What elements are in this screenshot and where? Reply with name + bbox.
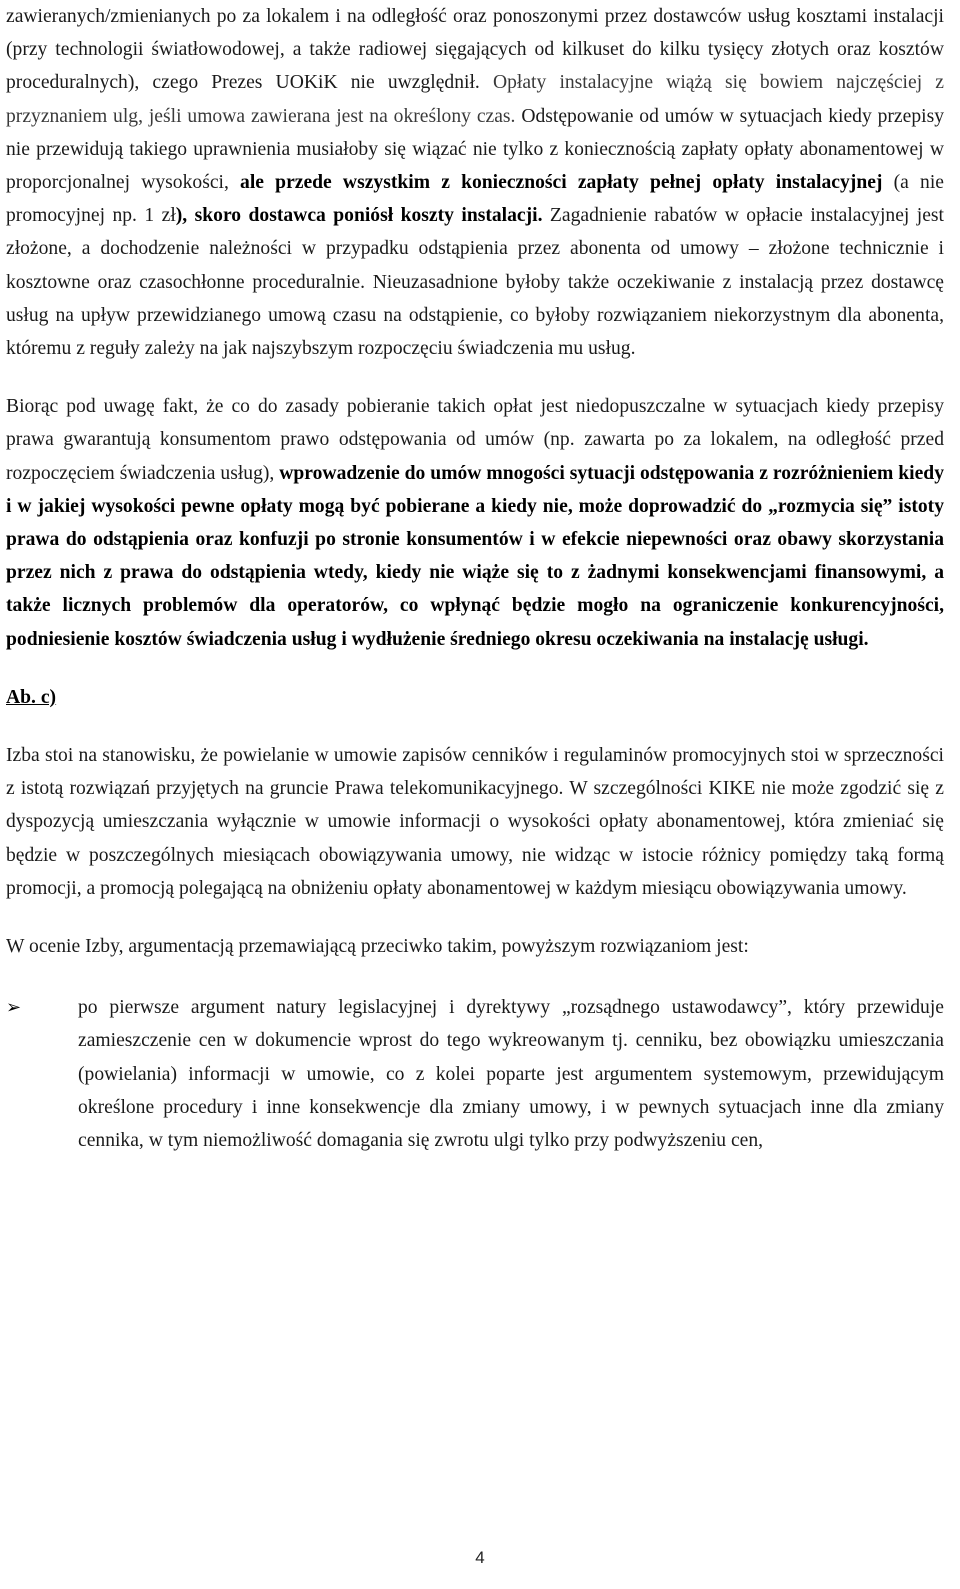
text-segment: Odstępowanie od umów w sytuacjach kiedy przepisy nie przewidują takiego uprawnienia musiałoby się wiązać nie tylko z koniecznością zapłaty opłaty abonamentowej w proporcjonalnej wysokości, xyxy=(6,105,944,194)
bold-segment: wprowadzenie do umów mnogości sytuacji odstępowania z rozróżnieniem kiedy i w jakiej wysokości pewne opłaty mogą być pobierane a kiedy nie, może doprowadzić do „rozmycia się” istoty prawa do odstąpienia oraz konfuzji po stronie konsumentów i w efekcie niepewności oraz obawy skorzystania przez nich z prawa do odstąpienia wtedy, kiedy nie wiąże się to z żadnymi konsekwencjami finansowymi, a także licznych problemów dla operatorów, co wpłynąć będzie mogło na ograniczenie konkurencyjności, podniesienie kosztów świadczenia usług i wydłużenie średniego okresu oczekiwania na instalację usługi. xyxy=(6,462,944,650)
text-segment: zawieranych/zmienianych po za lokalem i na odległość oraz ponoszonymi przez dostawców usług kosztami instalacji (przy technologii światłowodowej, a także radiowej sięgających od kilkuset do kilku tysięcy złotych oraz kosztów proceduralnych), czego Prezes UOKiK nie uwzględnił. xyxy=(6,6,944,94)
bold-segment: ), skoro dostawca poniósł koszty instalacji. xyxy=(175,205,543,227)
paragraph-arguments-intro: W ocenie Izby, argumentacją przemawiającą przeciwko takim, powyższym rozwiązaniom jest: xyxy=(6,936,749,958)
paragraph-withdrawal-fees xyxy=(6,390,944,656)
text-segment: 1 zł xyxy=(144,205,176,227)
text-segment: (a nie promocyjnej np. xyxy=(6,172,944,227)
list-item: po pierwsze argument natury legislacyjnej i dyrektywy „rozsądnego ustawodawcy”, który przewiduje zamieszczenie cen w dokumencie wprost do tego wykreowanym tj. cenniku, bez obowiązku umieszczania (powielania) informacji w umowie, co z kolei poparte jest argumentem systemowym, przewidującym określone procedury i inne konsekwencje dla zmiany umowy, i w pewnych sytuacjach inne dla zmiany cennika, w tym niemożliwość domagania się zwrotu ulgi tylko przy podwyższeniu cen, xyxy=(78,997,944,1152)
bold-segment: ale przede wszystkim z konieczności zapłaty pełnej opłaty instalacyjnej xyxy=(240,172,883,194)
page-number: 4 xyxy=(475,1548,485,1567)
text-segment: Biorąc pod uwagę fakt, że co do zasady pobieranie takich opłat jest niedopuszczalne w sytuacjach kiedy przepisy prawa gwarantują konsumentom prawo odstępowania od umów (np. zawarta po za lokalem, na odległość przed rozpoczęciem świadczenia usług), xyxy=(6,396,944,484)
text-segment: Opłaty instalacyjne wiążą się bowiem najczęściej z przyznaniem ulg, jeśli umowa zawierana jest na określony czas. xyxy=(6,72,944,127)
text-segment: Zagadnienie rabatów w opłacie instalacyjnej jest złożone, a dochodzenie należności w przypadku odstąpienia przez abonenta od umowy – złożone technicznie i kosztowne oraz czasochłonne proceduralnie. Nieuzasadnione byłoby także oczekiwanie z instalacją przez dostawcę usług na upływ przewidzianego umową czasu na odstąpienie, co byłoby rozwiązaniem niekorzystnym dla abonenta, któremu z reguły zależy na jak najszybszym rozpoczęciu świadczenia mu usług. xyxy=(6,205,944,360)
arrow-bullet-icon: ➢ xyxy=(6,997,22,1019)
document-page xyxy=(6,0,944,1157)
argument-list xyxy=(6,991,944,1157)
section-heading: Ab. c) xyxy=(6,686,57,708)
paragraph-chamber-position: Izba stoi na stanowisku, że powielanie w umowie zapisów cenników i regulaminów promocyjnych stoi w sprzeczności z istotą rozwiązań przyjętych na gruncie Prawa telekomunikacyjnego. W szczególności KIKE nie może zgodzić się z dyspozycją umieszczania wyłącznie w umowie informacji o wysokości opłaty abonamentowej, która zmieniać się będzie w poszczególnych miesiącach obowiązywania umowy, nie widząc w istocie różnicy pomiędzy taką formą promocji, a promocją polegającą na obniżeniu opłaty abonamentowej w każdym miesiącu obowiązywania umowy. xyxy=(6,745,944,899)
paragraph-installation-costs xyxy=(6,0,944,365)
